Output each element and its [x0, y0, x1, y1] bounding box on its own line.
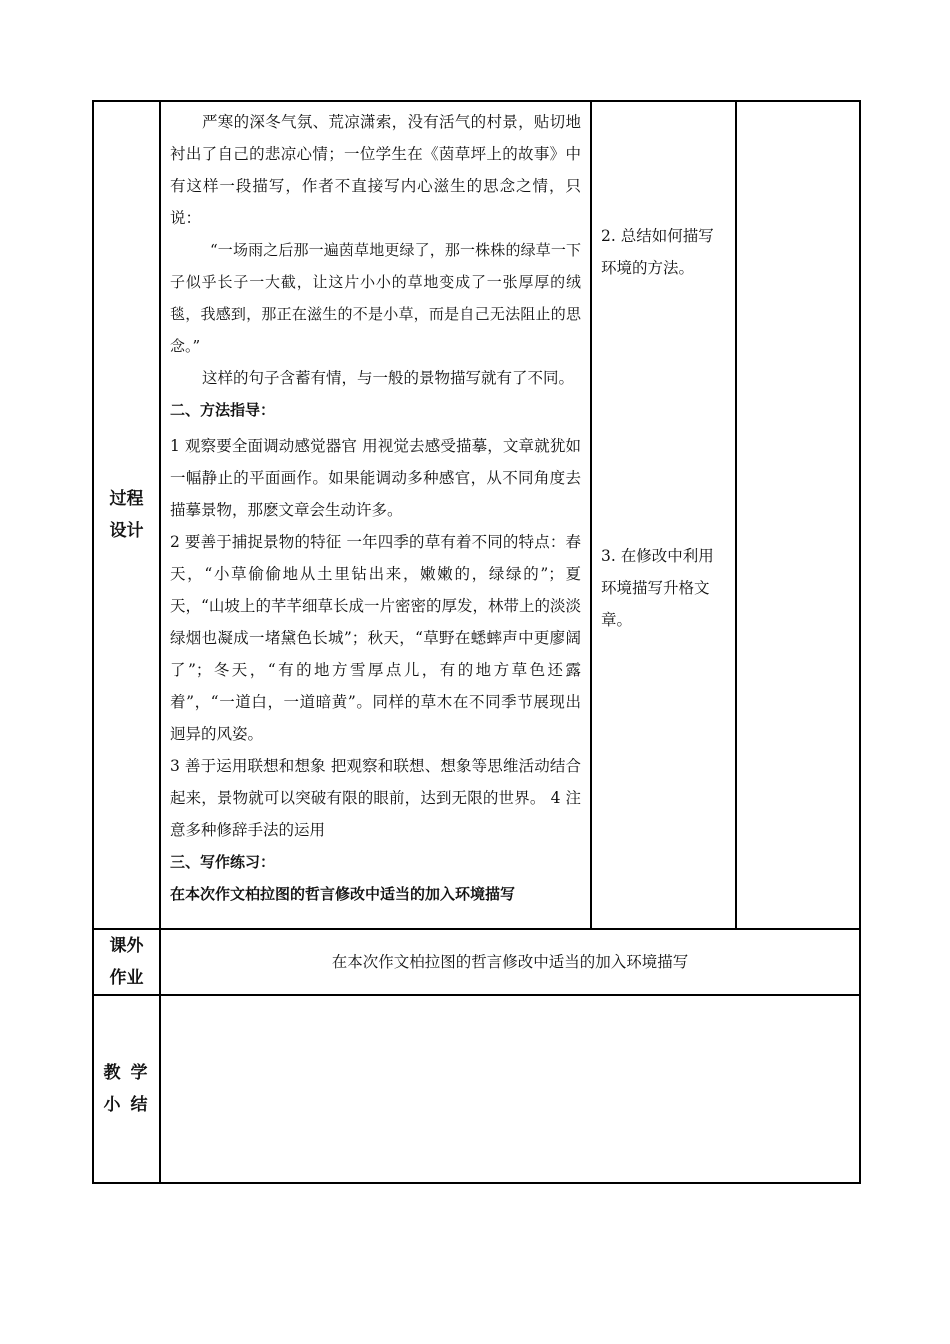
label-line: 课外 [109, 936, 144, 956]
process-design-row [93, 101, 860, 929]
method-item-1: 1 观察要全面调动感觉器官 用视觉去感受描摹，文章就犹如一幅静止的平面画作。如果能调动多种感官，从不同角度去描摹景物，那麽文章会生动许多。 [170, 437, 581, 519]
label-line: 教学 [103, 1063, 158, 1083]
practice-task: 在本次作文柏拉图的哲言修改中适当的加入环境描写 [170, 885, 516, 903]
teaching-goal-cell [591, 101, 736, 929]
teaching-summary-row [93, 995, 860, 1183]
label-line: 设计 [109, 521, 144, 541]
method-item-3: 3 善于运用联想和想象 把观察和联想、想象等思维活动结合起来，景物就可以突破有限的眼前，达到无限的世界。 4 注意多种修辞手法的运用 [170, 757, 581, 839]
homework-label [93, 929, 160, 995]
goal-note-3: 3. 在修改中利用环境描写升格文章。 [601, 547, 714, 629]
process-content-cell [160, 101, 591, 929]
section-heading-practice: 三、写作练习： [170, 853, 276, 871]
process-design-label [93, 101, 160, 929]
label-line: 作业 [109, 968, 144, 988]
homework-row [93, 929, 860, 995]
method-item-2: 2 要善于捕捉景物的特征 一年四季的草有着不同的特点：春天，“小草偷偷地从土里钻出来，嫩嫩的，绿绿的”；夏天，“山坡上的芊芊细草长成一片密密的厚发，林带上的淡淡绿烟也凝成一堵黛色长城”；秋天，“草野在蟋蟀声中更廖阔了”；冬天，“有的地方雪厚点儿，有的地方草色还露着”，“一道白，一道暗黄”。同样的草木在不同季节展现出迥异的风姿。 [170, 533, 581, 743]
label-line: 小结 [103, 1095, 158, 1115]
blank-remark-cell [736, 101, 860, 929]
example-paragraph: 严寒的深冬气氛、荒凉潇索，没有活气的村景，贴切地衬出了自己的悲凉心情；一位学生在《茵草坪上的故事》中有这样一段描写，作者不直接写内心滋生的思念之情，只说： [170, 113, 581, 227]
label-line: 过程 [109, 489, 144, 509]
teaching-summary-label [93, 995, 160, 1183]
goal-note-2: 2. 总结如何描写环境的方法。 [601, 227, 714, 277]
teaching-summary-content [160, 995, 860, 1183]
comment-paragraph: 这样的句子含蓄有情，与一般的景物描写就有了不同。 [202, 369, 575, 387]
quoted-passage: “一场雨之后那一遍茵草地更绿了，那一株株的绿草一下子似乎长子一大截，让这片小小的草地变成了一张厚厚的绒毯，我感到，那正在滋生的不是小草，而是自己无法阻止的思念。” [170, 241, 581, 355]
section-heading-method: 二、方法指导： [170, 401, 276, 419]
lesson-plan-table [92, 100, 861, 1184]
homework-text: 在本次作文柏拉图的哲言修改中适当的加入环境描写 [160, 929, 860, 995]
